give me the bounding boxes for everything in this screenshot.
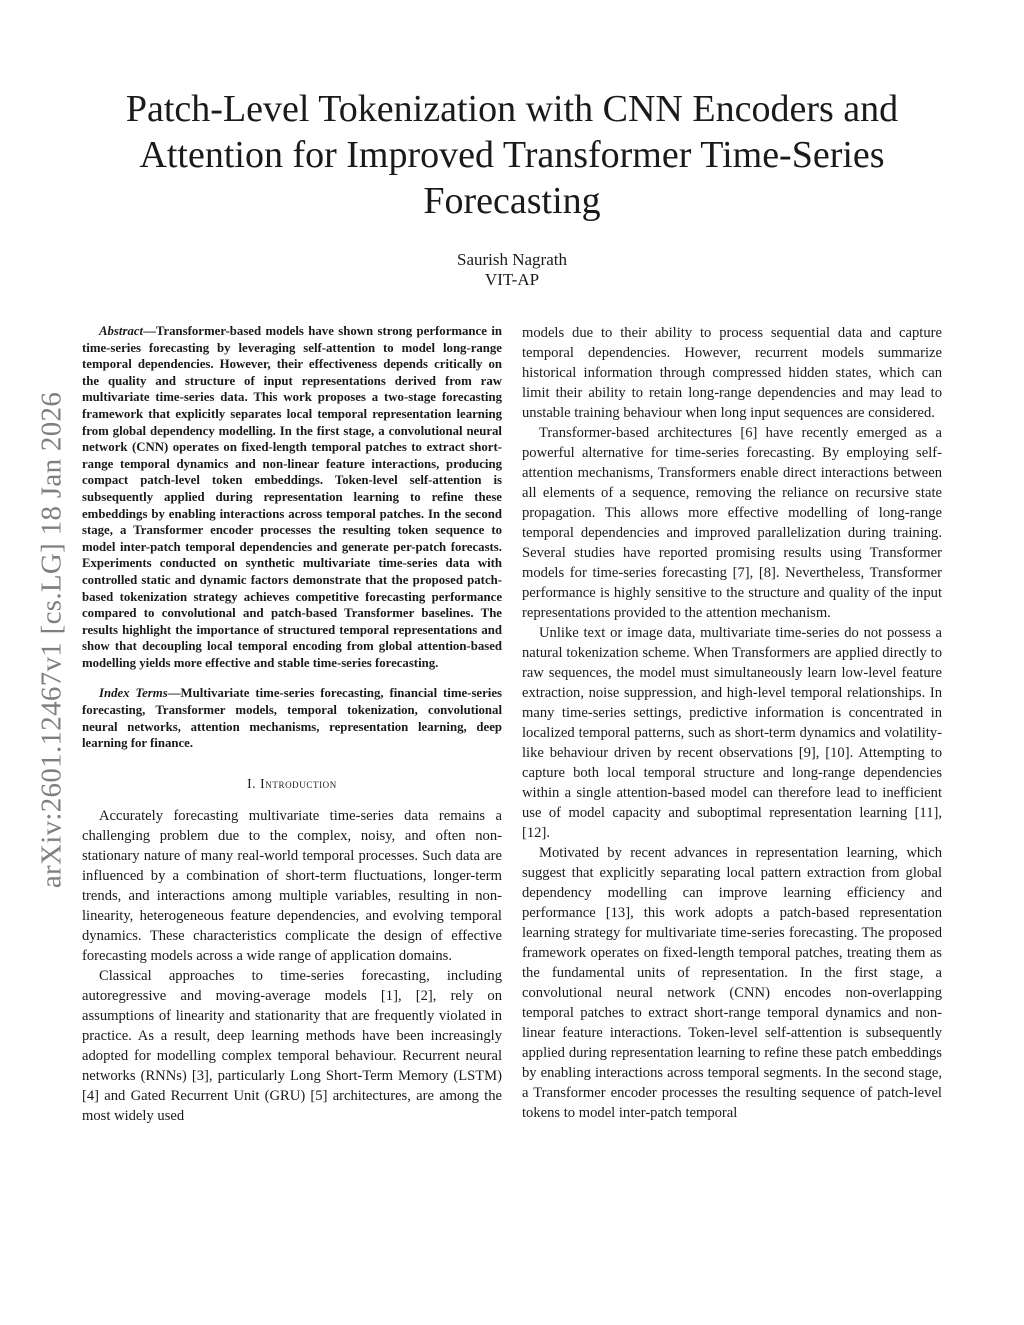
intro-paragraph-3: Transformer-based architectures [6] have recently emerged as a powerful alternative for time-series forecasting. By employing self-attention mechanisms, Transformers enable direct interactions between all elements of a sequence, removing the reliance on recursive state propagation. This allows more effective modelling of long-range temporal dependencies and improved parallelization during training. Several studies have reported promising results using Transformer models for time-series forecasting [7], [8]. Nevertheless, Transformer performance is highly sensitive to the structure and quality of the input representations provided to the attention mechanism. (522, 425, 942, 621)
arxiv-identifier-text: arXiv:2601.12467v1 [cs.LG] 18 Jan 2026 (35, 391, 68, 889)
author-affiliation: VIT-AP (484, 270, 540, 289)
right-column (522, 323, 942, 1123)
index-terms: Index Terms—Multivariate time-series forecasting, financial time-series forecasting, Transformer models, temporal tokenization, convolutional neural networks, attention mechanisms, representation learning, deep learning for finance. (82, 686, 503, 751)
author-block (312, 250, 712, 290)
intro-paragraph-2: Classical approaches to time-series forecasting, including autoregressive and moving-average models [1], [2], rely on assumptions of linearity and stationarity that are frequently violated in practice. As a result, deep learning methods have been increasingly adopted for modelling complex temporal behaviour. Recurrent neural networks (RNNs) [3], particularly Long Short-Term Memory (LSTM) [4] and Gated Recurrent Unit (GRU) [5] architectures, are among the most widely used (82, 967, 502, 1124)
author-name: Saurish Nagrath (456, 250, 567, 269)
index-terms-text: Multivariate time-series forecasting, financial time-series forecasting, Transformer models, temporal tokenization, convolutional neural networks, attention mechanisms, representation learning, deep learning for finance. (82, 686, 503, 751)
abstract: Abstract—Transformer-based models have shown strong performance in time-series forecasting by leveraging self-attention to model long-range temporal dependencies. However, their effectiveness depends critically on the quality and structure of input representations derived from raw multivariate time-series data. This work proposes a two-stage forecasting framework that explicitly separates local temporal representation learning from global dependency modelling. In the first stage, a convolutional neural network (CNN) operates on fixed-length temporal patches to extract short-range temporal dynamics and non-linear feature interactions, producing compact patch-level token embeddings. Token-level self-attention is subsequently applied during representation learning to refine these embeddings by enabling interactions across temporal patches. In the second stage, a Transformer encoder processes the resulting token sequence to model inter-patch temporal dependencies and generate per-patch forecasts. Experiments conducted on synthetic multivariate time-series data with controlled static and dynamic factors demonstrate that the proposed patch-based tokenization strategy achieves competitive forecasting performance compared to convolutional and patch-based Transformer baselines. The results highlight the importance of structured temporal representations and show that decoupling local temporal encoding from global attention-based modelling yields more effective and stable time-series forecasting. (82, 324, 502, 670)
abstract-label: Abstract (99, 324, 144, 338)
section-heading-introduction: I. Introduction (247, 775, 337, 791)
intro-paragraph-4: Unlike text or image data, multivariate time-series do not possess a natural tokenization scheme. When Transformers are applied directly to raw sequences, the model must simultaneously learn low-level feature extraction, noise suppression, and high-level temporal relationships. In many time-series settings, predictive information is concentrated in localized temporal patterns, such as short-term dynamics and volatility-like behaviour driven by recent observations [9], [10]. Attempting to capture both local temporal structure and long-range dependencies within a single attention-based model can therefore lead to inefficient use of model capacity and suboptimal representation learning [11], [12]. (522, 625, 942, 841)
intro-paragraph-5: Motivated by recent advances in representation learning, which suggest that explicitly separating local pattern extraction from global dependency modelling can improve learning efficiency and performance [13], this work adopts a patch-based representation learning strategy for multivariate time-series forecasting. The proposed framework operates on fixed-length temporal patches, treating them as the fundamental units of representation. In the first stage, a convolutional neural network (CNN) encodes non-overlapping temporal patches to extract short-range temporal dynamics and non-linear feature interactions. Token-level self-attention is subsequently applied during representation learning to refine these patch embeddings by enabling interactions across temporal segments. In the second stage, a Transformer encoder processes the resulting sequence of patch-level tokens to model inter-patch temporal (522, 845, 942, 1121)
abstract-text: Transformer-based models have shown strong performance in time-series forecasting by leveraging self-attention to model long-range temporal dependencies. However, their effectiveness depends critically on the quality and structure of input representations derived from raw multivariate time-series data. This work proposes a two-stage forecasting framework that explicitly separates local temporal representation learning from global dependency modelling. In the first stage, a convolutional neural network (CNN) operates on fixed-length temporal patches to extract short-range temporal dynamics and non-linear feature interactions, producing compact patch-level token embeddings. Token-level self-attention is subsequently applied during representation learning to refine these embeddings by enabling interactions across temporal patches. In the second stage, a Transformer encoder processes the resulting token sequence to model inter-patch temporal dependencies and generate per-patch forecasts. Experiments conducted on synthetic multivariate time-series data with controlled static and dynamic factors demonstrate that the proposed patch-based tokenization strategy achieves competitive forecasting performance compared to convolutional and patch-based Transformer baselines. The results highlight the importance of structured temporal representations and show that decoupling local temporal encoding from global attention-based modelling yields more effective and stable time-series forecasting. (82, 324, 502, 670)
intro-paragraph-1: Accurately forecasting multivariate time-series data remains a challenging problem due to the complex, noisy, and often non-stationary nature of many real-world temporal processes. Such data are influenced by a combination of short-term fluctuations, longer-term trends, and interactions among multiple variables, resulting in non-linearity, heterogeneous feature dependencies, and evolving temporal dynamics. These characteristics complicate the design of effective forecasting models across a wide range of application domains. (82, 807, 502, 964)
index-terms-label: Index Terms (99, 686, 168, 701)
intro-paragraph-2-continued: models due to their ability to process sequential data and capture temporal dependencies. However, recurrent models summarize historical information through compressed hidden states, which can limit their ability to retain long-range dependencies and may lead to unstable training behaviour when long input sequences are considered. (522, 325, 942, 421)
left-column (82, 323, 502, 1126)
paper-title: Patch-Level Tokenization with CNN Encoders and Attention for Improved Transformer Time-Series Forecasting (125, 88, 899, 222)
